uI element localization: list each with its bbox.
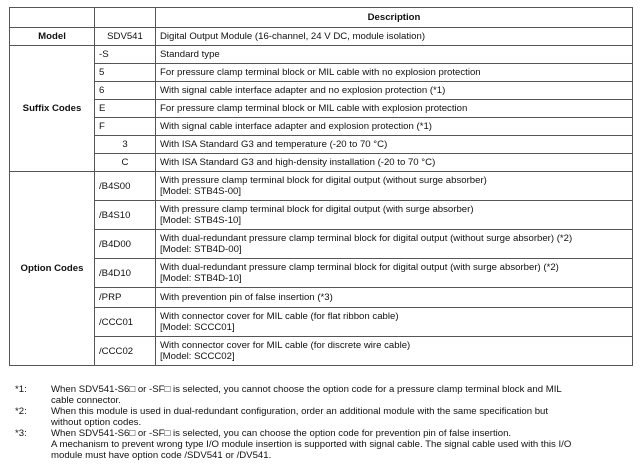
suffix-description: With ISA Standard G3 and temperature (-20 to 70 °C) bbox=[156, 136, 633, 154]
option-model: [Model: STB4S-10] bbox=[160, 215, 242, 226]
option-code: /B4S10 bbox=[95, 201, 156, 230]
header-blank-2 bbox=[95, 8, 156, 28]
option-code: /PRP bbox=[95, 288, 156, 308]
suffix-description: Standard type bbox=[156, 46, 633, 64]
table-row bbox=[10, 64, 633, 82]
option-codes-label: Option Codes bbox=[10, 172, 95, 366]
suffix-description: For pressure clamp terminal block or MIL cable with no explosion protection bbox=[156, 64, 633, 82]
footnote-line: without option codes. bbox=[51, 417, 142, 428]
table-row bbox=[10, 136, 633, 154]
footnote-line: A mechanism to prevent wrong type I/O module insertion is supported with signal cable. The signal cable used with this I/O bbox=[51, 439, 572, 450]
table-row bbox=[10, 118, 633, 136]
option-code: /B4S00 bbox=[95, 172, 156, 201]
footnote-2 bbox=[15, 406, 627, 428]
model-suffix-table bbox=[9, 7, 633, 366]
model-code: SDV541 bbox=[95, 28, 156, 46]
table-row bbox=[10, 201, 633, 230]
option-model: [Model: SCCC02] bbox=[160, 351, 235, 362]
suffix-description: With signal cable interface adapter and no explosion protection (*1) bbox=[156, 82, 633, 100]
option-line1: With dual-redundant pressure clamp terminal block for digital output (with surge absorber) (*2) bbox=[160, 262, 559, 273]
suffix-code: -S bbox=[95, 46, 156, 64]
table-row bbox=[10, 46, 633, 64]
option-description: With prevention pin of false insertion (*3) bbox=[156, 288, 633, 308]
suffix-code: 6 bbox=[95, 82, 156, 100]
option-code: /B4D00 bbox=[95, 230, 156, 259]
table-row bbox=[10, 154, 633, 172]
option-description bbox=[156, 172, 633, 201]
model-row bbox=[10, 28, 633, 46]
option-model: [Model: STB4D-00] bbox=[160, 244, 242, 255]
footnote-line: When SDV541-S6□ or -SF□ is selected, you cannot choose the option code for a pressure clamp terminal block and MIL bbox=[51, 384, 562, 395]
suffix-code: 3 bbox=[95, 136, 156, 154]
suffix-code: 5 bbox=[95, 64, 156, 82]
option-line1: With connector cover for MIL cable (for flat ribbon cable) bbox=[160, 311, 399, 322]
footnotes bbox=[15, 384, 627, 461]
table-row bbox=[10, 172, 633, 201]
footnote-line: module must have option code /SDV541 or /DV541. bbox=[51, 450, 272, 461]
option-line1: With pressure clamp terminal block for digital output (with surge absorber) bbox=[160, 204, 474, 215]
footnote-line: When SDV541-S6□ or -SF□ is selected, you can choose the option code for prevention pin of false insertion. bbox=[51, 428, 512, 439]
option-description bbox=[156, 201, 633, 230]
suffix-description: For pressure clamp terminal block or MIL cable with explosion protection bbox=[156, 100, 633, 118]
table-row bbox=[10, 259, 633, 288]
option-description bbox=[156, 308, 633, 337]
footnote-mark: *3: bbox=[15, 428, 27, 439]
footnote-line: When this module is used in dual-redundant configuration, order an additional module with the same specification but bbox=[51, 406, 549, 417]
footnote-mark: *1: bbox=[15, 384, 27, 395]
table-row bbox=[10, 100, 633, 118]
footnote-3 bbox=[15, 428, 627, 461]
table-row bbox=[10, 337, 633, 366]
table-header-row bbox=[10, 8, 633, 28]
option-code: /CCC02 bbox=[95, 337, 156, 366]
footnote-text bbox=[51, 406, 627, 428]
model-description: Digital Output Module (16-channel, 24 V DC, module isolation) bbox=[156, 28, 633, 46]
table-row bbox=[10, 82, 633, 100]
footnote-line: cable connector. bbox=[51, 395, 121, 406]
option-description bbox=[156, 337, 633, 366]
option-line1: With pressure clamp terminal block for digital output (without surge absorber) bbox=[160, 175, 487, 186]
option-model: [Model: STB4S-00] bbox=[160, 186, 242, 197]
suffix-code: F bbox=[95, 118, 156, 136]
footnote-1 bbox=[15, 384, 627, 406]
table-row bbox=[10, 308, 633, 337]
model-label: Model bbox=[10, 28, 95, 46]
option-code: /CCC01 bbox=[95, 308, 156, 337]
footnote-text bbox=[51, 428, 627, 461]
option-line1: With connector cover for MIL cable (for discrete wire cable) bbox=[160, 340, 411, 351]
option-line1: With dual-redundant pressure clamp terminal block for digital output (without surge absorber) (*2) bbox=[160, 233, 573, 244]
table-row bbox=[10, 230, 633, 259]
suffix-code: E bbox=[95, 100, 156, 118]
option-code: /B4D10 bbox=[95, 259, 156, 288]
header-description: Description bbox=[156, 8, 633, 28]
option-description bbox=[156, 259, 633, 288]
option-model: [Model: STB4D-10] bbox=[160, 273, 242, 284]
header-blank-1 bbox=[10, 8, 95, 28]
suffix-description: With signal cable interface adapter and explosion protection (*1) bbox=[156, 118, 633, 136]
footnote-mark: *2: bbox=[15, 406, 27, 417]
suffix-codes-label: Suffix Codes bbox=[10, 46, 95, 172]
suffix-code: C bbox=[95, 154, 156, 172]
suffix-description: With ISA Standard G3 and high-density installation (-20 to 70 °C) bbox=[156, 154, 633, 172]
footnote-text bbox=[51, 384, 627, 406]
option-model: [Model: SCCC01] bbox=[160, 322, 235, 333]
table-row bbox=[10, 288, 633, 308]
option-description bbox=[156, 230, 633, 259]
